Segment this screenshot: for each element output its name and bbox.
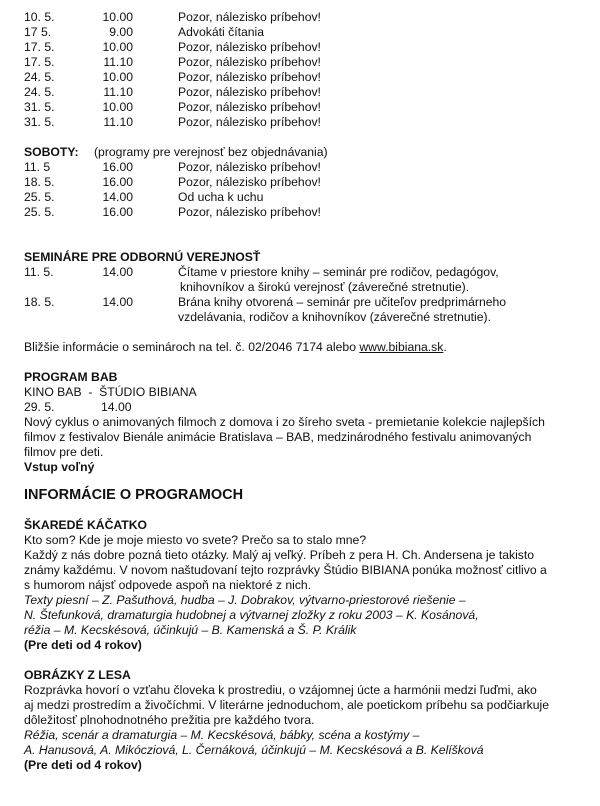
time: 14.00 xyxy=(101,400,132,414)
program-title: Pozor, nálezisko príbehov! xyxy=(178,160,321,174)
program-age: (Pre deti od 4 rokov) xyxy=(24,638,142,652)
program-credits: Réžia, scenár a dramaturgia – M. Kecskésová, bábky, scéna a kostýmy – xyxy=(24,728,420,742)
date: 31. 5. xyxy=(24,100,55,114)
seminar-row xyxy=(24,295,584,325)
program-text: s humorom nájsť odpovede aspoň na niektoré z nich. xyxy=(24,578,312,592)
schedule-row xyxy=(24,70,584,85)
date: 17. 5. xyxy=(24,40,55,54)
bab-entry: Vstup voľný xyxy=(24,460,95,474)
program-info xyxy=(24,668,584,773)
spacer xyxy=(24,355,584,370)
bab-text-line: filmov pre deti. xyxy=(24,445,104,459)
program-title: Pozor, nálezisko príbehov! xyxy=(178,205,321,219)
schedule-row xyxy=(24,85,584,100)
bab-subheading: KINO BAB - ŠTÚDIO BIBIANA xyxy=(24,385,197,399)
seminar-description: Brána knihy otvorená – seminár pre učiteľov predprimárneho vzdelávania, rodičov a knihovníkov (záverečné stretnutie). xyxy=(178,295,507,324)
seminars-heading: SEMINÁRE PRE ODBORNÚ VEREJNOSŤ xyxy=(24,250,261,264)
time: 11.10 xyxy=(103,85,133,99)
info-section xyxy=(24,486,584,773)
program-credits: N. Štefunková, dramaturgia hudobnej a výtvarnej zložky z roku 2003 – K. Kosánová, xyxy=(24,608,479,622)
program-text: Každý z nás dobre pozná tieto otázky. Malý aj veľký. Príbeh z pera H. Ch. Andersena je takisto xyxy=(24,548,535,562)
schedule-row xyxy=(24,25,584,40)
schedule-row xyxy=(24,175,584,190)
program-title: Advokáti čítania xyxy=(178,25,265,39)
info-heading: INFORMÁCIE O PROGRAMOCH xyxy=(24,487,244,503)
bab-date-row xyxy=(24,400,584,415)
saturday-schedule xyxy=(24,145,584,220)
schedule-row xyxy=(24,10,584,25)
bab-section xyxy=(24,370,584,475)
date: 25. 5. xyxy=(24,205,55,219)
bab-text-line: filmov z festivalov Bienále animácie Bratislava – BAB, medzinárodného festivalu animovaných xyxy=(24,430,532,444)
seminar-info: Bližšie informácie o seminároch na tel. č. 02/2046 7174 alebo www.bibiana.sk. xyxy=(24,340,447,354)
program-title: OBRÁZKY Z LESA xyxy=(24,668,131,682)
document-page xyxy=(24,10,584,773)
program-title: Pozor, nálezisko príbehov! xyxy=(178,115,321,129)
time: 14.00 xyxy=(102,190,133,204)
time: 10.00 xyxy=(102,70,133,84)
program-text: Rozprávka hovorí o vzťahu človeka k prostrediu, o vzájomnej úcte a harmónii medzi ľuďmi, ako xyxy=(24,683,537,697)
time: 11.10 xyxy=(103,55,133,69)
spacer xyxy=(24,653,584,668)
spacer xyxy=(24,504,584,518)
date: 10. 5. xyxy=(24,10,55,24)
date: 24. 5. xyxy=(24,85,55,99)
date: 25. 5. xyxy=(24,190,55,204)
program-credits: Texty piesní – Z. Pašuthová, hudba – J. Dobrakov, výtvarno-priestorové riešenie – xyxy=(24,593,466,607)
time: 11.10 xyxy=(103,115,133,129)
schedule-row xyxy=(24,100,584,115)
time: 16.00 xyxy=(102,175,133,189)
program-title: Pozor, nálezisko príbehov! xyxy=(178,55,321,69)
time: 16.00 xyxy=(102,160,133,174)
program-title: Pozor, nálezisko príbehov! xyxy=(178,40,321,54)
spacer xyxy=(24,325,584,340)
seminar-row xyxy=(24,265,584,295)
program-text: známy každému. V novom naštudovaní tejto rozprávky Štúdio BIBIANA ponúka možnosť citlivo a xyxy=(24,563,547,577)
date: 18. 5. xyxy=(24,175,55,189)
program-title: ŠKAREDÉ KÁČATKO xyxy=(24,518,148,532)
program-title: Pozor, nálezisko príbehov! xyxy=(178,85,321,99)
time: 14.00 xyxy=(102,295,133,309)
time: 16.00 xyxy=(102,205,133,219)
program-info xyxy=(24,518,584,653)
schedule-row xyxy=(24,190,584,205)
schedule-row xyxy=(24,55,584,70)
program-text: dôležitosť plnohodnotného prežitia pre každého tvora. xyxy=(24,713,315,727)
program-title: Pozor, nálezisko príbehov! xyxy=(178,70,321,84)
bab-text-line: Nový cyklus o animovaných filmoch z domova i zo šíreho sveta - premietanie kolekcie najlepších xyxy=(24,415,545,429)
program-title: Pozor, nálezisko príbehov! xyxy=(178,175,321,189)
schedule-row xyxy=(24,115,584,130)
date: 18. 5. xyxy=(24,295,55,309)
program-credits: réžia – M. Kecskésová, účinkujú – B. Kamenská a Š. P. Králik xyxy=(24,623,357,637)
date: 17. 5. xyxy=(24,55,55,69)
seminars-section xyxy=(24,250,584,355)
time: 9.00 xyxy=(109,25,133,39)
date: 11. 5. xyxy=(24,265,54,279)
time: 10.00 xyxy=(102,10,133,24)
date: 29. 5. xyxy=(24,400,55,414)
program-text: aj medzi prostredím a živočíchmi. V literárne jednoduchom, ale poetickom príbehu sa podčiarkuje xyxy=(24,698,549,712)
date: 24. 5. xyxy=(24,70,55,84)
spacer xyxy=(24,220,584,250)
date: 11. 5 xyxy=(24,160,51,174)
program-credits: A. Hanusová, A. Mikócziová, L. Černáková, účinkujú – M. Kecskésová a B. Kelíšková xyxy=(24,743,484,757)
saturday-label: SOBOTY: xyxy=(24,145,79,159)
time: 10.00 xyxy=(102,100,133,114)
saturday-header xyxy=(24,145,584,160)
bab-heading: PROGRAM BAB xyxy=(24,370,118,384)
date: 17 5. xyxy=(24,25,52,39)
spacer xyxy=(24,475,584,486)
program-title: Pozor, nálezisko príbehov! xyxy=(178,100,321,114)
date: 31. 5. xyxy=(24,115,55,129)
time: 14.00 xyxy=(102,265,133,279)
spacer xyxy=(24,130,584,145)
website-link[interactable]: www.bibiana.sk xyxy=(359,340,444,354)
weekday-schedule xyxy=(24,10,584,130)
schedule-row xyxy=(24,160,584,175)
saturday-note: (programy pre verejnosť bez objednávania) xyxy=(94,145,328,159)
program-age: (Pre deti od 4 rokov) xyxy=(24,758,142,772)
seminar-description: Čítame v priestore knihy – seminár pre rodičov, pedagógov, knihovníkov a širokú verejnosť (záverečné stretnutie). xyxy=(178,265,499,294)
schedule-row xyxy=(24,205,584,220)
program-title: Od ucha k uchu xyxy=(178,190,264,204)
schedule-row xyxy=(24,40,584,55)
time: 10.00 xyxy=(102,40,133,54)
program-text: Kto som? Kde je moje miesto vo svete? Prečo sa to stalo mne? xyxy=(24,533,367,547)
program-title: Pozor, nálezisko príbehov! xyxy=(178,10,321,24)
